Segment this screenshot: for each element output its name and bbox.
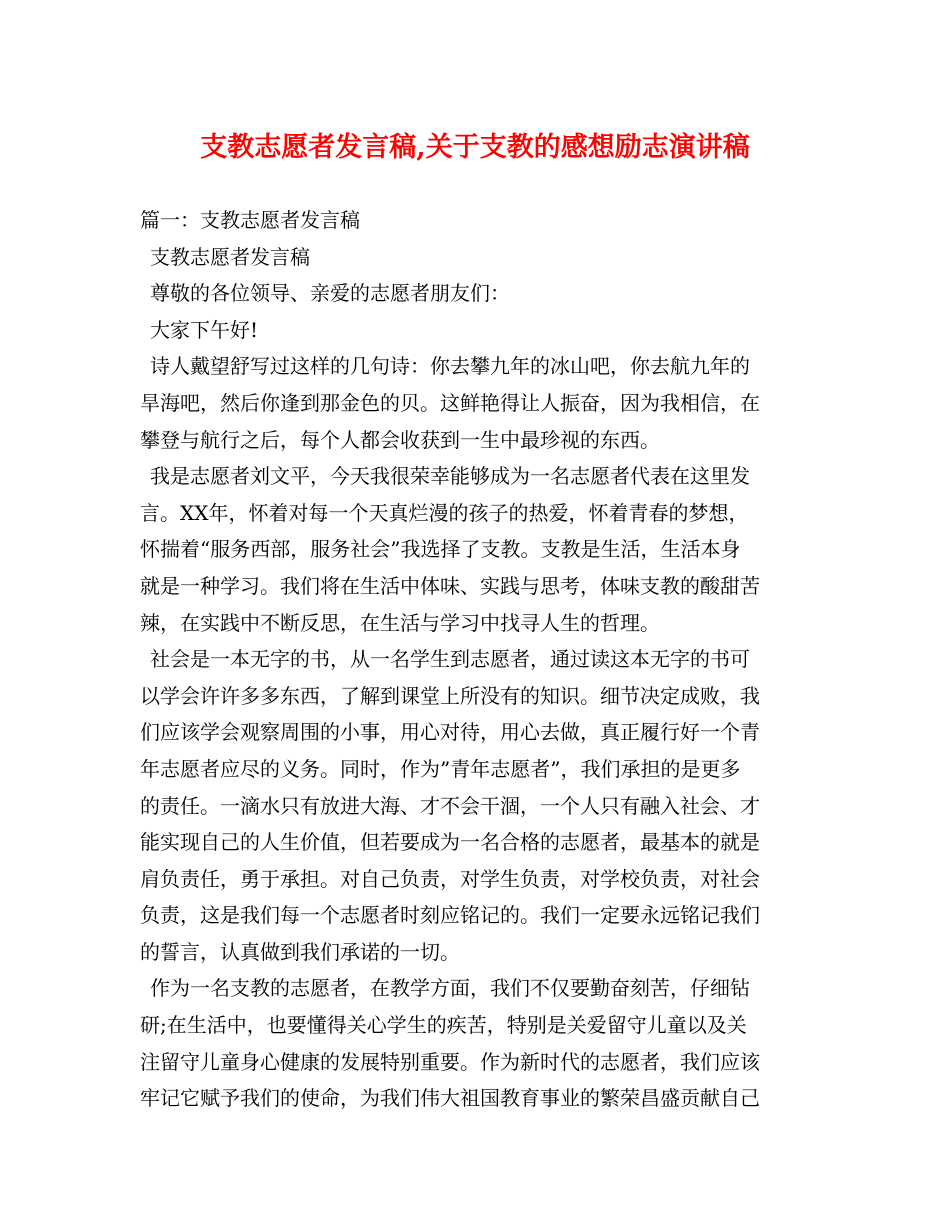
text-line: 攀登与航行之后，每个人都会收获到一生中最珍视的东西。 <box>140 427 660 452</box>
text-line: 篇一：支教志愿者发言稿 <box>140 208 360 232</box>
text-line: 就是一种学习。我们将在生活中体味、实践与思考，体味支教的酸甜苦 <box>140 573 760 598</box>
text-line: 年志愿者应尽的义务。同时，作为”青年志愿者”，我们承担的是更多 <box>140 756 741 781</box>
text-line: 负责，这是我们每一个志愿者时刻应铭记的。我们一定要永远铭记我们 <box>140 903 760 928</box>
text-line: 大家下午好! <box>150 317 259 342</box>
text-line: 辣，在实践中不断反思，在生活与学习中找寻人生的哲理。 <box>140 610 660 635</box>
text-line: 们应该学会观察周围的小事，用心对待，用心去做，真正履行好一个青 <box>140 720 760 745</box>
text-line: 社会是一本无字的书，从一名学生到志愿者，通过读这本无字的书可 <box>150 647 750 672</box>
text-line: 以学会许许多多东西，了解到课堂上所没有的知识。细节决定成败，我 <box>140 683 760 708</box>
text-line: 作为一名支教的志愿者，在教学方面，我们不仅要勤奋刻苦，仔细钻 <box>150 976 750 1001</box>
document-body <box>140 202 818 1117</box>
text-line: 注留守儿童身心健康的发展特别重要。作为新时代的志愿者，我们应该 <box>140 1049 760 1074</box>
text-line: 的誓言，认真做到我们承诺的一切。 <box>140 939 460 964</box>
text-line: 尊敬的各位领导、亲爱的志愿者朋友们： <box>150 281 510 306</box>
text-line: 旱海吧，然后你逢到那金色的贝。这鲜艳得让人振奋，因为我相信，在 <box>140 390 760 415</box>
text-line: 支教志愿者发言稿 <box>150 244 310 269</box>
document-title: 支教志愿者发言稿,关于支教的感想励志演讲稿 <box>200 132 750 163</box>
text-line: 言。XX年，怀着对每一个天真烂漫的孩子的热爱，怀着青春的梦想， <box>140 500 749 525</box>
text-line: 的责任。一滴水只有放进大海、才不会干涸，一个人只有融入社会、才 <box>140 793 760 818</box>
text-line: 肩负责任，勇于承担。对自己负责，对学生负责，对学校负责，对社会 <box>140 866 760 891</box>
text-line: 诗人戴望舒写过这样的几句诗：你去攀九年的冰山吧，你去航九年的 <box>150 354 750 379</box>
text-line: 研;在生活中，也要懂得关心学生的疾苦，特别是关爱留守儿童以及关 <box>140 1013 747 1038</box>
text-line: 怀揣着“服务西部，服务社会”我选择了支教。支教是生活，生活本身 <box>140 537 741 562</box>
text-line: 我是志愿者刘文平，今天我很荣幸能够成为一名志愿者代表在这里发 <box>150 464 750 489</box>
text-line: 能实现自己的人生价值，但若要成为一名合格的志愿者，最基本的就是 <box>140 830 760 855</box>
text-line: 牢记它赋予我们的使命，为我们伟大祖国教育事业的繁荣昌盛贡献自己 <box>140 1086 760 1111</box>
